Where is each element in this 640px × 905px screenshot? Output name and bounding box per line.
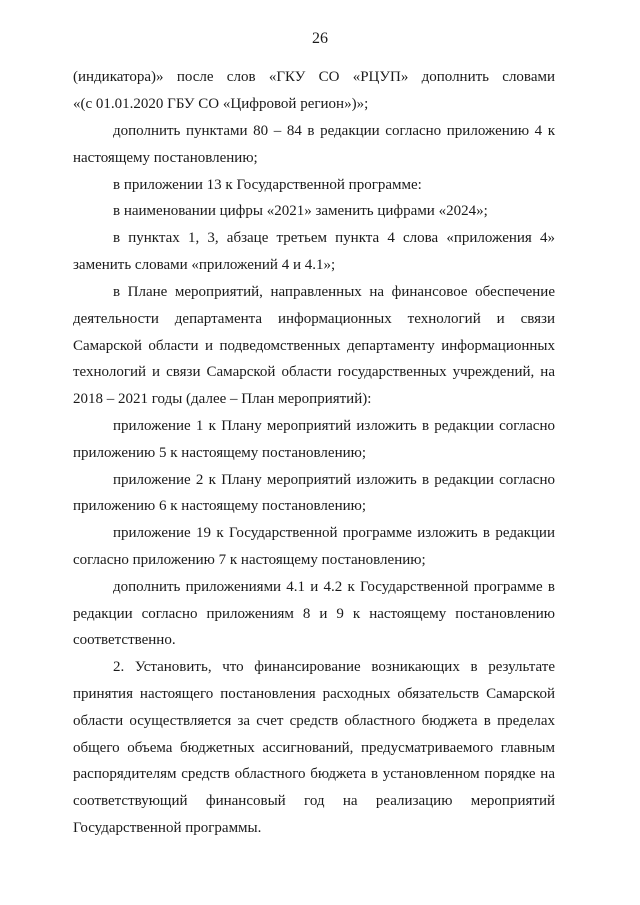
text-line: распорядителям средств областного бюджета в установленном порядке на <box>73 766 555 782</box>
text-line: Государственной программы. <box>73 820 262 836</box>
text-line: приложение 19 к Государственной программе изложить в редакции <box>113 525 555 541</box>
text-line: в приложении 13 к Государственной программе: <box>113 177 422 193</box>
text-line: редакции согласно приложениям 8 и 9 к настоящему постановлению <box>73 606 555 622</box>
text-line: в наименовании цифры «2021» заменить цифрами «2024»; <box>113 203 488 219</box>
text-line: согласно приложению 7 к настоящему постановлению; <box>73 552 426 568</box>
text-line: в пунктах 1, 3, абзаце третьем пункта 4 слова «приложения 4» <box>113 230 555 246</box>
text-line: приложение 2 к Плану мероприятий изложить в редакции согласно <box>113 472 555 488</box>
text-line: в Плане мероприятий, направленных на финансовое обеспечение <box>113 284 555 300</box>
text-line: соответствующий финансовый год на реализацию мероприятий <box>73 793 555 809</box>
text-line: общего объема бюджетных ассигнований, предусматриваемого главным <box>73 740 555 756</box>
text-line: (индикатора)» после слов «ГКУ СО «РЦУП» дополнить словами <box>73 69 555 85</box>
text-line: Самарской области и подведомственных департаменту информационных <box>73 338 555 354</box>
text-line: деятельности департамента информационных технологий и связи <box>73 311 555 327</box>
text-line: соответственно. <box>73 632 176 648</box>
text-line: технологий и связи Самарской области государственных учреждений, на <box>73 364 555 380</box>
text-line: области осуществляется за счет средств областного бюджета в пределах <box>73 713 555 729</box>
text-line: приложению 5 к настоящему постановлению; <box>73 445 366 461</box>
text-line: настоящему постановлению; <box>73 150 258 166</box>
text-line: принятия настоящего постановления расходных обязательств Самарской <box>73 686 555 702</box>
text-line: приложение 1 к Плану мероприятий изложить в редакции согласно <box>113 418 555 434</box>
text-line: «(с 01.01.2020 ГБУ СО «Цифровой регион»)»; <box>73 96 369 112</box>
text-line: 2018 – 2021 годы (далее – План мероприятий): <box>73 391 372 407</box>
text-line: 2. Установить, что финансирование возникающих в результате <box>113 659 555 675</box>
text-line: заменить словами «приложений 4 и 4.1»; <box>73 257 336 273</box>
text-line: дополнить приложениями 4.1 и 4.2 к Государственной программе в <box>113 579 555 595</box>
page-number: 26 <box>312 30 328 47</box>
text-line: дополнить пунктами 80 – 84 в редакции согласно приложению 4 к <box>113 123 555 139</box>
text-line: приложению 6 к настоящему постановлению; <box>73 498 366 514</box>
